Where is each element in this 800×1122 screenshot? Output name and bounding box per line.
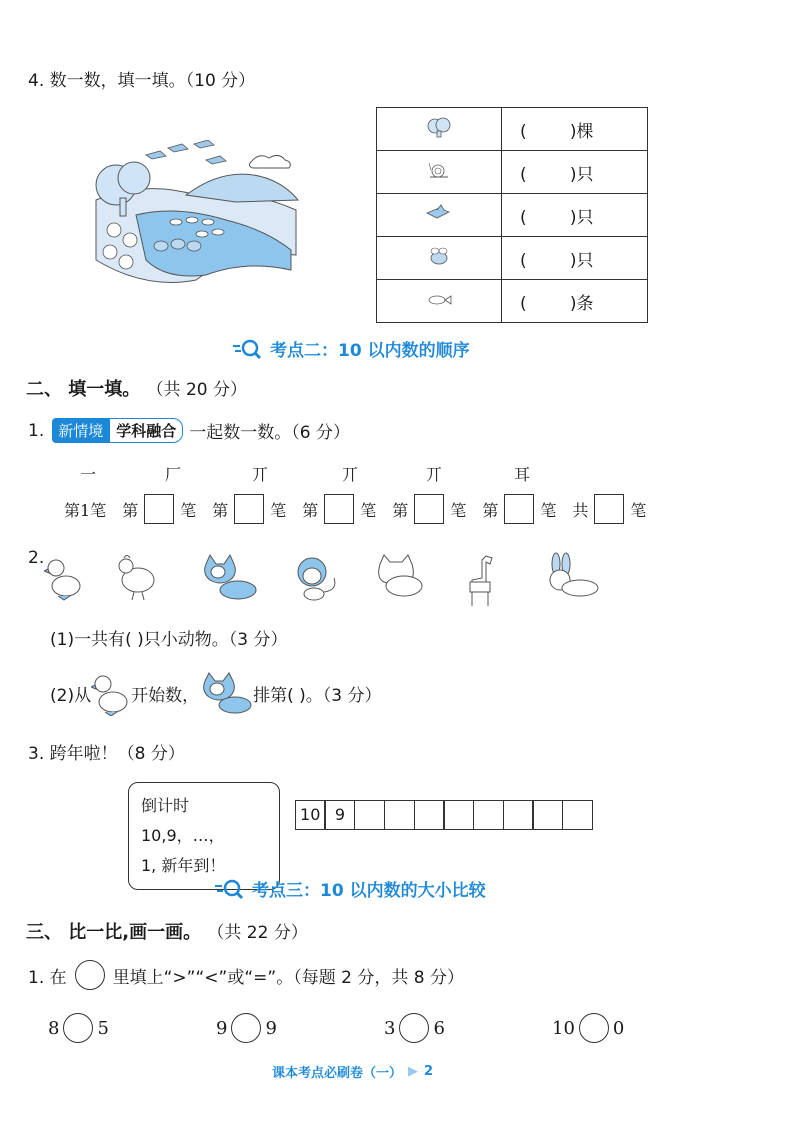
tag-subject-fusion: 学科融合	[109, 418, 183, 443]
comparison-item	[48, 1013, 109, 1043]
section-header-2	[232, 336, 470, 361]
tag-new-situation: 新情境	[52, 418, 109, 443]
p2q1-text: 一起数一数。（6 分）	[189, 423, 350, 443]
count-row	[377, 151, 648, 194]
duck-icon	[44, 552, 84, 606]
answer-blank: ( )	[520, 250, 577, 271]
p2q2-sub2	[50, 670, 381, 716]
part-3-score: （共 22 分）	[207, 923, 308, 943]
part-2-heading: 二、 填一填。	[26, 379, 141, 400]
hen-icon	[114, 552, 158, 606]
stroke-sequence	[80, 462, 620, 484]
answer-box[interactable]	[324, 494, 354, 524]
compare-circle[interactable]	[63, 1013, 93, 1043]
rabbit-icon	[542, 552, 600, 602]
giraffe-icon	[464, 552, 500, 612]
scene-illustration	[86, 140, 300, 290]
answer-blank: ( )	[520, 121, 577, 142]
count-answer[interactable]	[502, 280, 648, 323]
section-2-label: 考点二：10 以内数的顺序	[270, 341, 470, 361]
p3q1-post: 里填上“>”“<”或“=”。（每题 2 分，共 8 分）	[112, 967, 464, 988]
page-number: 2	[424, 1064, 434, 1079]
answer-box[interactable]	[414, 494, 444, 524]
countdown-cell[interactable]	[384, 800, 415, 830]
question-4-title: 4. 数一数，填一填。（10 分）	[28, 71, 256, 91]
magnifier-icon	[232, 338, 262, 360]
compare-circle[interactable]	[231, 1013, 261, 1043]
monkey-icon	[292, 552, 342, 606]
di-label: 第	[212, 500, 229, 520]
bi-label: 笔	[360, 500, 377, 520]
count-answer[interactable]	[502, 237, 648, 280]
answer-box[interactable]	[144, 494, 174, 524]
count-table	[376, 107, 648, 323]
right-number: 5	[97, 1017, 109, 1039]
countdown-cell[interactable]	[562, 800, 593, 830]
bi-label: 笔	[450, 500, 467, 520]
fish-icon	[377, 280, 502, 323]
p2q2-sub2-from: (2)从	[50, 685, 92, 706]
di-label: 第	[482, 500, 499, 520]
magnifier-icon	[214, 878, 244, 900]
unit-label: 只	[576, 164, 594, 185]
p2-question-1	[28, 418, 350, 443]
corgi-icon	[199, 671, 253, 715]
answer-blank: ( )	[520, 207, 577, 228]
unit-label: 只	[576, 250, 594, 271]
p2q2-sub1: (1)一共有( )只小动物。（3 分）	[50, 630, 288, 650]
answer-blank: ( )	[520, 293, 577, 314]
comparison-item	[216, 1013, 277, 1043]
gong-label: 共	[572, 500, 589, 520]
p2q2-sub2-start: 开始数，	[131, 685, 200, 706]
bi-label: 笔	[180, 500, 197, 520]
count-answer[interactable]	[502, 108, 648, 151]
countdown-cell[interactable]	[532, 800, 563, 830]
page-footer	[272, 1062, 433, 1081]
countdown-cell[interactable]	[473, 800, 504, 830]
part-3-heading: 三、 比一比,画一画。	[26, 922, 202, 943]
p3q1-pre: 1. 在	[28, 967, 67, 988]
bubble-line-2: 1, 新年到！	[141, 856, 226, 875]
stroke-answer-row	[64, 494, 646, 524]
comparison-item	[552, 1013, 624, 1043]
unit-label: 条	[576, 293, 594, 314]
comparison-row	[48, 1013, 648, 1047]
bubble-line-1: 倒计时10,9，…，	[141, 796, 225, 845]
countdown-cell[interactable]	[354, 800, 385, 830]
p2q3-title: 3. 跨年啦！（8 分）	[28, 744, 185, 764]
p2q1-number: 1.	[28, 420, 45, 441]
answer-blank: ( )	[520, 164, 577, 185]
answer-box[interactable]	[594, 494, 624, 524]
triangle-icon: ▶	[408, 1064, 419, 1079]
stroke-2: 厂	[165, 465, 182, 484]
stroke-5: 丌	[426, 465, 443, 484]
first-stroke-label: 第1笔	[64, 500, 107, 520]
count-answer[interactable]	[502, 194, 648, 237]
part-3-title	[26, 918, 308, 944]
left-number: 9	[216, 1017, 228, 1039]
bi-label: 笔	[270, 500, 287, 520]
part-2-title	[26, 375, 247, 401]
count-row	[377, 194, 648, 237]
bi-label: 笔	[540, 500, 557, 520]
countdown-grid	[296, 800, 593, 830]
section-3-label: 考点三：10 以内数的大小比较	[252, 881, 486, 901]
right-number: 0	[612, 1017, 625, 1039]
stroke-1: 一	[80, 465, 97, 484]
cat-icon	[374, 552, 426, 602]
left-number: 3	[384, 1017, 396, 1039]
countdown-cell[interactable]	[443, 800, 474, 830]
corgi-icon	[200, 552, 260, 606]
footer-text: 课本考点必刷卷（一）	[272, 1066, 403, 1081]
p3-question-1	[28, 960, 464, 990]
di-label: 第	[302, 500, 319, 520]
right-number: 9	[265, 1017, 277, 1039]
compare-circle[interactable]	[579, 1013, 609, 1043]
bee-icon	[377, 237, 502, 280]
left-number: 10	[552, 1017, 575, 1039]
countdown-cell: 9	[324, 800, 355, 830]
p2q2-number: 2.	[28, 548, 45, 568]
duck-icon	[91, 670, 131, 716]
comparison-item	[384, 1013, 445, 1043]
count-row	[377, 280, 648, 323]
stroke-6: 耳	[514, 465, 531, 484]
count-answer[interactable]	[502, 151, 648, 194]
unit-label: 只	[576, 207, 594, 228]
count-row	[377, 108, 648, 151]
countdown-cell[interactable]	[414, 800, 445, 830]
animal-row	[44, 548, 614, 608]
stroke-4: 丌	[342, 465, 359, 484]
snail-icon	[377, 151, 502, 194]
section-header-3	[214, 876, 486, 901]
di-label: 第	[392, 500, 409, 520]
answer-box[interactable]	[234, 494, 264, 524]
unit-label: 棵	[576, 121, 594, 142]
countdown-cell: 10	[295, 800, 326, 830]
left-number: 8	[48, 1017, 60, 1039]
countdown-cell[interactable]	[503, 800, 534, 830]
count-row	[377, 237, 648, 280]
part-2-score: （共 20 分）	[146, 380, 248, 400]
right-number: 6	[433, 1017, 445, 1039]
countdown-bubble	[128, 782, 280, 890]
bird-icon	[377, 194, 502, 237]
bi-label: 笔	[630, 500, 647, 520]
di-label: 第	[122, 500, 139, 520]
compare-circle[interactable]	[399, 1013, 429, 1043]
answer-box[interactable]	[504, 494, 534, 524]
compare-circle-sample	[75, 960, 105, 990]
stroke-3: 丌	[252, 465, 269, 484]
p2q2-sub2-rank: 排第( )。（3 分）	[253, 685, 382, 706]
tree-icon	[377, 108, 502, 151]
